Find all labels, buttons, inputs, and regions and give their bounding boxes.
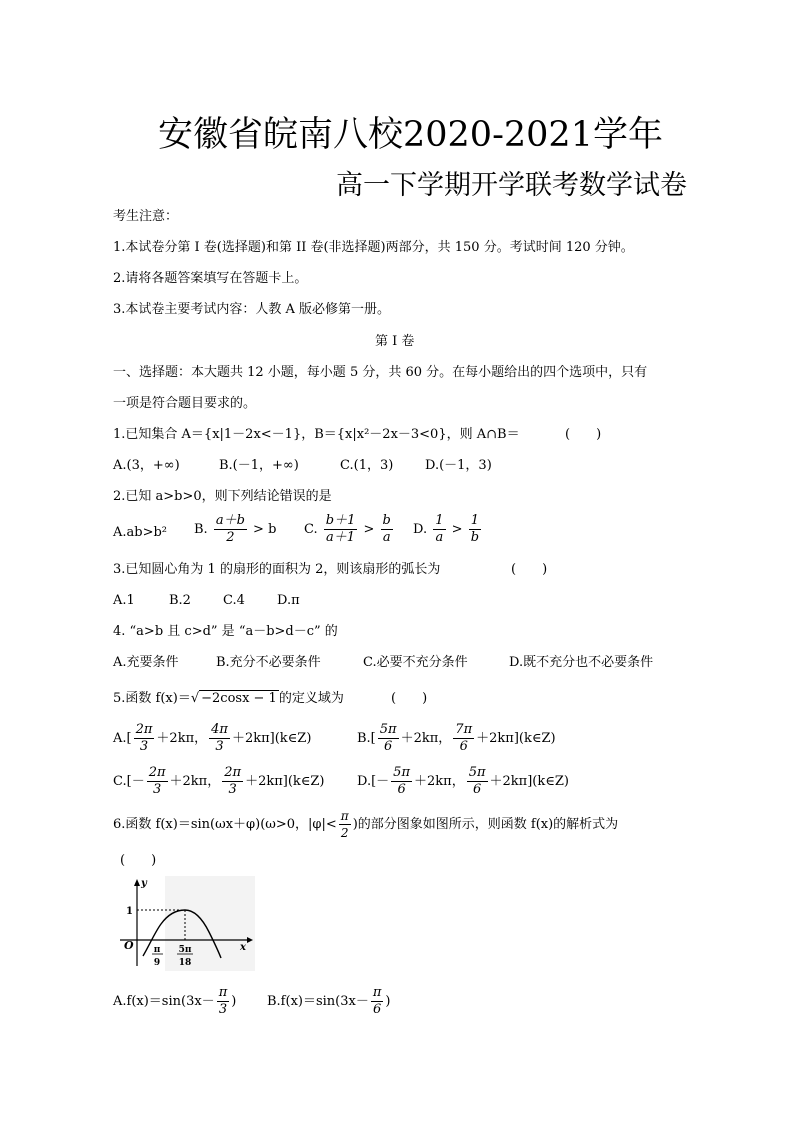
section-intro: 一项是符合题目要求的。 [113,396,257,411]
option-a: A.f(x)＝sin(3x－ $\frac{\pi}{3}$ ) [113,985,237,1017]
x-tick-2-den: 18 [178,958,192,968]
title-line-1: 安徽省皖南八校2020-2021学年 [158,115,663,155]
answer-paren: ( ) [391,691,428,706]
question-3-stem: 3.已知圆心角为 1 的扇形的面积为 2，则该扇形的弧长为 [113,562,441,577]
option-b: B.2 [169,593,191,608]
x-tick-1-den: 9 [153,958,161,968]
option-a: A.(3，+∞) [113,458,180,473]
option-c: C.[－ $\frac{2\pi}{3}$ ＋2kπ， $\frac{2\pi}{3}$ ＋2kπ](k∈Z) [113,765,325,797]
option-b: B.f(x)＝sin(3x－ $\frac{\pi}{6}$ ) [267,985,391,1017]
y-tick-label: 1 [126,906,133,917]
x-axis-label: x [240,942,246,953]
x-tick-2-num: 5π [178,945,192,955]
option-d: D.π [277,593,300,608]
answer-paren: ( ) [565,427,602,442]
question-4-stem: 4. “a>b 且 c>d” 是 “a－b>d－c” 的 [113,624,338,639]
option-c: C.必要不充分条件 [363,655,468,670]
option-c: C.(1，3) [340,458,394,473]
option-b: B.[ $\frac{5\pi}{6}$ ＋2kπ， $\frac{7\pi}{6}$ ＋2kπ](k∈Z) [357,722,556,754]
notice-item: 3.本试卷主要考试内容：人教 A 版必修第一册。 [113,302,391,317]
option-b: B. $\frac{a+b}{2}$ > b [194,513,277,545]
option-c: C. $\frac{b+1}{a+1}$ > $\frac{b}{a}$ [304,513,391,545]
section-intro: 一、选择题：本大题共 12 小题，每小题 5 分，共 60 分。在每小题给出的四个选项中，只有 [113,365,648,380]
question-2-stem: 2.已知 a>b>0，则下列结论错误的是 [113,489,332,504]
option-d: D. $\frac{1}{a}$ > $\frac{1}{b}$ [413,513,480,545]
title-line-2: 高一下学期开学联考数学试卷 [336,170,687,201]
option-a: A.充要条件 [113,655,179,670]
option-b: B.(－1，+∞) [219,458,299,473]
x-tick-1-num: π [153,945,161,955]
option-c: C.4 [223,593,245,608]
notice-item: 1.本试卷分第 I 卷(选择题)和第 II 卷(非选择题)两部分，共 150 分。考试时间 120 分钟。 [113,240,634,255]
question-1-stem: 1.已知集合 A＝{x|1－2x<－1}，B＝{x|x²－2x－3<0}，则 A∩B＝ [113,427,520,442]
option-d: D.既不充分也不必要条件 [509,655,654,670]
origin-label: O [124,939,134,952]
notice-heading: 考生注意： [113,209,179,224]
section-label: 第 I 卷 [375,334,415,349]
graph-background [165,876,255,971]
y-axis-arrow [134,879,140,886]
sine-graph [115,876,255,971]
sqrt-expression: √ −2cosx − 1 [190,691,277,706]
notice-item: 2.请将各题答案填写在答题卡上。 [113,271,308,286]
option-d: D.[－ $\frac{5\pi}{6}$ ＋2kπ， $\frac{5\pi}{6}$ ＋2kπ](k∈Z) [357,765,569,797]
question-6-stem: 6.函数 f(x)＝sin(ωx＋φ)(ω>0，|φ|< $\frac{\pi}{2}$ )的部分图象如图所示，则函数 f(x)的解析式为 [113,809,619,840]
option-a: A.[ $\frac{2\pi}{3}$ ＋2kπ， $\frac{4\pi}{3}$ ＋2kπ](k∈Z) [113,722,312,754]
option-d: D.(－1，3) [425,458,492,473]
option-a: A.ab>b² [113,525,168,540]
question-5-stem: 5.函数 f(x)＝√ −2cosx − 1 的定义域为 [113,691,344,706]
option-a: A.1 [113,593,135,608]
answer-paren: ( ) [120,853,157,868]
y-axis-label: y [141,878,147,889]
answer-paren: ( ) [511,562,548,577]
option-b: B.充分不必要条件 [216,655,321,670]
